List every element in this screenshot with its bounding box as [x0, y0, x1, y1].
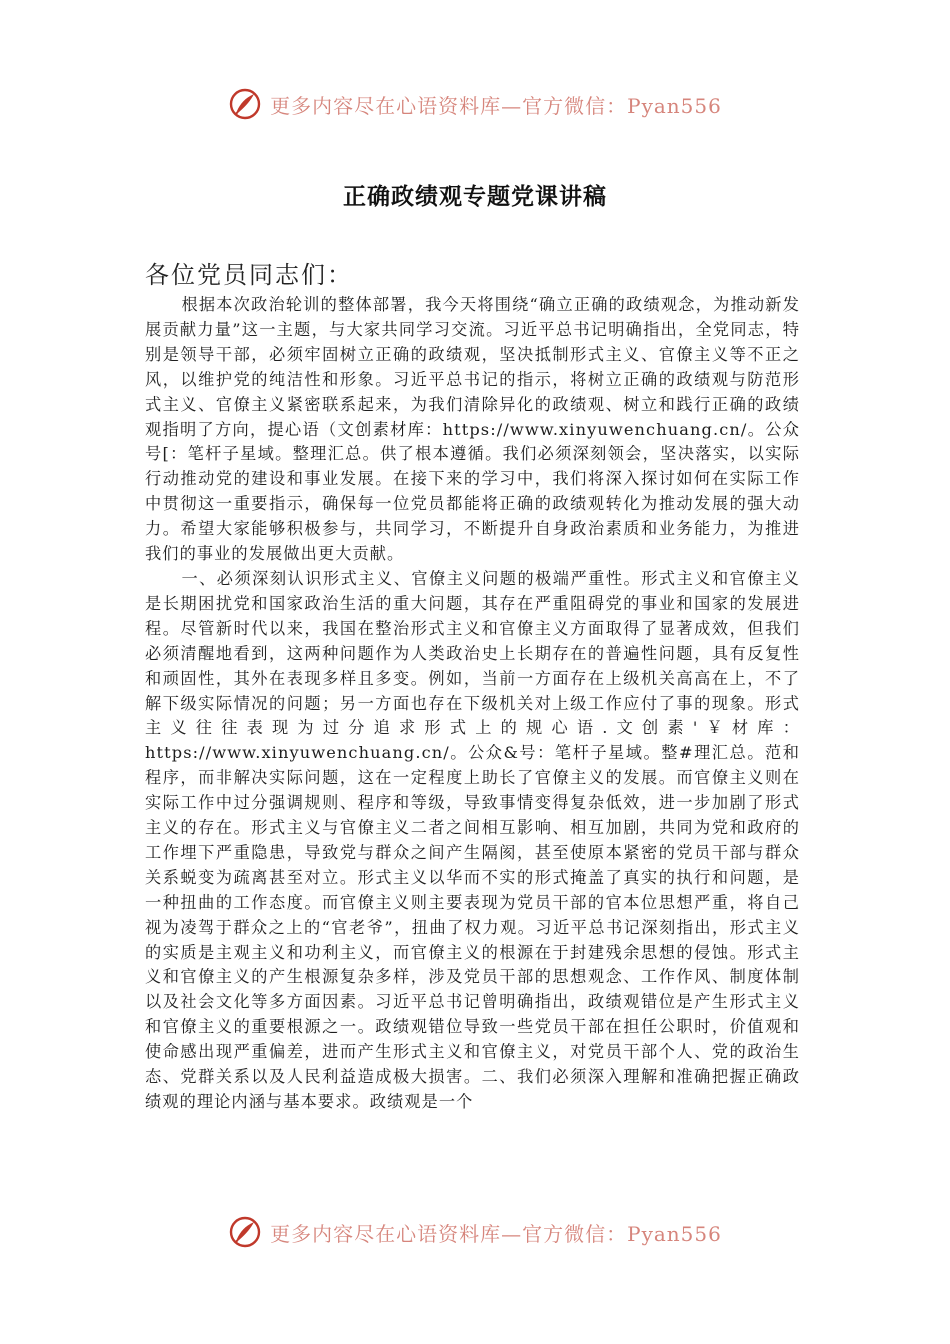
- document-body: [145, 293, 800, 1115]
- paragraph-intro: 根据本次政治轮训的整体部署，我今天将围绕“确立正确的政绩观念，为推动新发展贡献力量”这一主题，与大家共同学习交流。习近平总书记明确指出，全党同志，特别是领导干部，必须牢固树立正确的政绩观，坚决抵制形式主义、官僚主义等不正之风，以维护党的纯洁性和形象。习近平总书记的指示，将树立正确的政绩观与防范形式主义、官僚主义紧密联系起来，为我们清除异化的政绩观、树立和践行正确的政绩观指明了方向，提心语（文创素材库：https://www.xinyuwenchuang.cn/。公众号[：笔杆子星域。整理汇总。供了根本遵循。我们必须深刻领会，坚决落实，以实际行动推动党的建设和事业发展。在接下来的学习中，我们将深入探讨如何在实际工作中贯彻这一重要指示，确保每一位党员都能将正确的政绩观转化为推动发展的强大动力。希望大家能够积极参与，共同学习，不断提升自身政治素质和业务能力，为推进我们的事业的发展做出更大贡献。: [145, 295, 800, 564]
- paragraph-section-one: 一、必须深刻认识形式主义、官僚主义问题的极端严重性。形式主义和官僚主义是长期困扰党和国家政治生活的重大问题，其存在严重阻碍党的事业和国家的发展进程。尽管新时代以来，我国在整治形式主义和官僚主义方面取得了显著成效，但我们必须清醒地看到，这两种问题作为人类政治史上长期存在的普遍性问题，具有反复性和顽固性，其外在表现多样且多变。例如，当前一方面存在上级机关高高在上，不了解下级实际情况的问题；另一方面也存在下级机关对上级工作应付了事的现象。形式主义往往表现为过分追求形式上的规心语.文创素'￥材库：https://www.xinyuwenchuang.cn/。公众&号：笔杆子星域。整#理汇总。范和程序，而非解决实际问题，这在一定程度上助长了官僚主义的发展。而官僚主义则在实际工作中过分强调规则、程序和等级，导致事情变得复杂低效，进一步加剧了形式主义的存在。形式主义与官僚主义二者之间相互影响、相互加剧，共同为党和政府的工作埋下严重隐患，导致党与群众之间产生隔阂，甚至使原本紧密的党员干部与群众关系蜕变为疏离甚至对立。形式主义以华而不实的形式掩盖了真实的执行和问题，是一种扭曲的工作态度。而官僚主义则主要表现为党员干部的官本位思想严重，将自己视为凌驾于群众之上的“官老爷”，扭曲了权力观。习近平总书记深刻指出，形式主义的实质是主观主义和功利主义，而官僚主义的根源在于封建残余思想的侵蚀。形式主义和官僚主义的产生根源复杂多样，涉及党员干部的思想观念、工作作风、制度体制以及社会文化等多方面因素。习近平总书记曾明确指出，政绩观错位是产生形式主义和官僚主义的重要根源之一。政绩观错位导致一些党员干部在担任公职时，价值观和使命感出现严重偏差，进而产生形式主义和官僚主义，对党员干部个人、党的政治生态、党群关系以及人民利益造成极大损害。二、我们必须深入理解和准确把握正确政绩观的理论内涵与基本要求。政绩观是一个: [145, 568, 800, 1111]
- banner-text: 更多内容尽在心语资料库—官方微信：Pyan556: [270, 1221, 722, 1246]
- document-title: 正确政绩观专题党课讲稿: [343, 184, 607, 210]
- banner-text: 更多内容尽在心语资料库—官方微信：Pyan556: [270, 93, 722, 118]
- quill-pen-logo-icon: [228, 87, 262, 121]
- header-banner: [0, 84, 950, 124]
- salutation: 各位党员同志们：: [145, 261, 353, 289]
- footer-banner: [0, 1212, 950, 1252]
- quill-pen-logo-icon: [228, 1215, 262, 1249]
